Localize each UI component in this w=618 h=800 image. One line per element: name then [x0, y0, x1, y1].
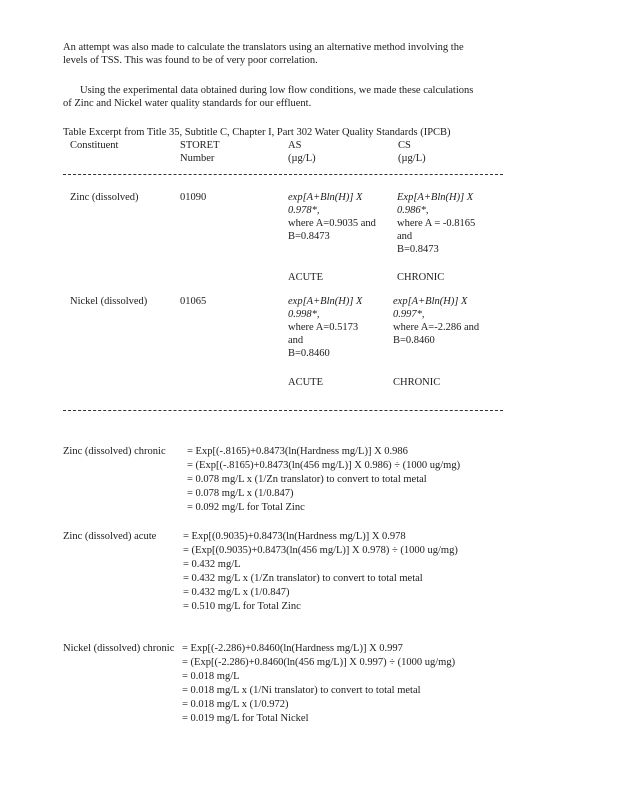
calc-zinc-chronic-line: = 0.078 mg/L x (1/0.847)	[187, 488, 294, 499]
calc-nickel-chronic-line: = (Exp[(-2.286)+0.8460(ln(456 mg/L)] X 0.997) ÷ (1000 ug/mg)	[182, 657, 456, 668]
table-caption: Table Excerpt from Title 35, Subtitle C, Chapter I, Part 302 Water Quality Standards (IPCB)	[63, 127, 451, 138]
calc-nickel-chronic-line: = 0.019 mg/L for Total Nickel	[182, 713, 309, 724]
row-zinc-as-line: B=0.8473	[288, 231, 330, 242]
row-zinc-storet: 01090	[180, 192, 207, 203]
calc-zinc-chronic-line: = (Exp[(-.8165)+0.8473(ln(456 mg/L)] X 0.986) ÷ (1000 ug/mg)	[187, 460, 461, 471]
row-zinc-cs-type: CHRONIC	[397, 272, 445, 283]
row-nickel-as-line: exp[A+Bln(H)] X	[288, 296, 363, 307]
calc-zinc-chronic-label: Zinc (dissolved) chronic	[63, 446, 166, 457]
calc-zinc-acute-line: = 0.510 mg/L for Total Zinc	[183, 601, 301, 612]
row-zinc-cs-line: Exp[A+Bln(H)] X	[397, 192, 474, 203]
row-zinc-cs-line: B=0.8473	[397, 244, 439, 255]
header-constituent: Constituent	[70, 140, 119, 151]
intro-para2-line2: of Zinc and Nickel water quality standards for our effluent.	[63, 98, 312, 109]
row-nickel-as-line: and	[288, 335, 304, 346]
header-cs: CS	[398, 140, 411, 151]
header-storet: STORET	[180, 140, 220, 151]
header-storet-number: Number	[180, 153, 215, 164]
calc-nickel-chronic-line: = 0.018 mg/L x (1/Ni translator) to convert to total metal	[182, 685, 421, 696]
header-as: AS	[288, 140, 302, 151]
row-zinc-as-line: exp[A+Bln(H)] X	[288, 192, 363, 203]
calc-nickel-chronic-label: Nickel (dissolved) chronic	[63, 643, 175, 654]
calc-zinc-chronic-line: = Exp[(-.8165)+0.8473(ln(Hardness mg/L)] X 0.986	[187, 446, 408, 457]
calc-zinc-acute-line: = (Exp[(0.9035)+0.8473(ln(456 mg/L)] X 0.978) ÷ (1000 ug/mg)	[183, 545, 458, 556]
calc-zinc-acute-line: = 0.432 mg/L x (1/0.847)	[183, 587, 290, 598]
row-zinc-cs-line: where A = -0.8165	[397, 218, 476, 229]
calc-zinc-acute-line: = 0.432 mg/L	[183, 559, 241, 570]
row-nickel-cs-line: exp[A+Bln(H)] X	[393, 296, 468, 307]
row-nickel-cs-type: CHRONIC	[393, 377, 441, 388]
row-nickel-as-line: 0.998*,	[288, 309, 320, 320]
row-nickel-cs-line: B=0.8460	[393, 335, 435, 346]
header-divider	[63, 174, 503, 175]
calc-zinc-acute-label: Zinc (dissolved) acute	[63, 531, 157, 542]
row-nickel-storet: 01065	[180, 296, 207, 307]
header-cs-unit: (µg/L)	[398, 153, 426, 164]
row-nickel-constituent: Nickel (dissolved)	[70, 296, 148, 307]
calc-zinc-chronic-line: = 0.078 mg/L x (1/Zn translator) to convert to total metal	[187, 474, 427, 485]
row-nickel-as-type: ACUTE	[288, 377, 323, 388]
row-zinc-constituent: Zinc (dissolved)	[70, 192, 139, 203]
row-nickel-cs-line: 0.997*,	[393, 309, 425, 320]
calc-nickel-chronic-line: = 0.018 mg/L	[182, 671, 240, 682]
row-nickel-cs-line: where A=-2.286 and	[393, 322, 480, 333]
calc-zinc-chronic-line: = 0.092 mg/L for Total Zinc	[187, 502, 305, 513]
calc-zinc-acute-line: = Exp[(0.9035)+0.8473(ln(Hardness mg/L)] X 0.978	[183, 531, 406, 542]
intro-para2-line1: Using the experimental data obtained during low flow conditions, we made these calculations	[80, 85, 474, 96]
calc-zinc-acute-line: = 0.432 mg/L x (1/Zn translator) to convert to total metal	[183, 573, 423, 584]
intro-para1-line2: levels of TSS. This was found to be of very poor correlation.	[63, 55, 318, 66]
row-zinc-as-line: where A=0.9035 and	[288, 218, 376, 229]
row-zinc-cs-line: 0.986*,	[397, 205, 429, 216]
row-zinc-as-line: 0.978*,	[288, 205, 320, 216]
calc-nickel-chronic-line: = 0.018 mg/L x (1/0.972)	[182, 699, 289, 710]
row-zinc-cs-line: and	[397, 231, 413, 242]
row-nickel-as-line: B=0.8460	[288, 348, 330, 359]
table-bottom-divider	[63, 410, 503, 411]
intro-para1-line1: An attempt was also made to calculate the translators using an alternative method involving the	[63, 42, 464, 53]
row-zinc-as-type: ACUTE	[288, 272, 323, 283]
row-nickel-as-line: where A=0.5173	[288, 322, 359, 333]
calc-nickel-chronic-line: = Exp[(-2.286)+0.8460(ln(Hardness mg/L)] X 0.997	[182, 643, 403, 654]
header-as-unit: (µg/L)	[288, 153, 316, 164]
